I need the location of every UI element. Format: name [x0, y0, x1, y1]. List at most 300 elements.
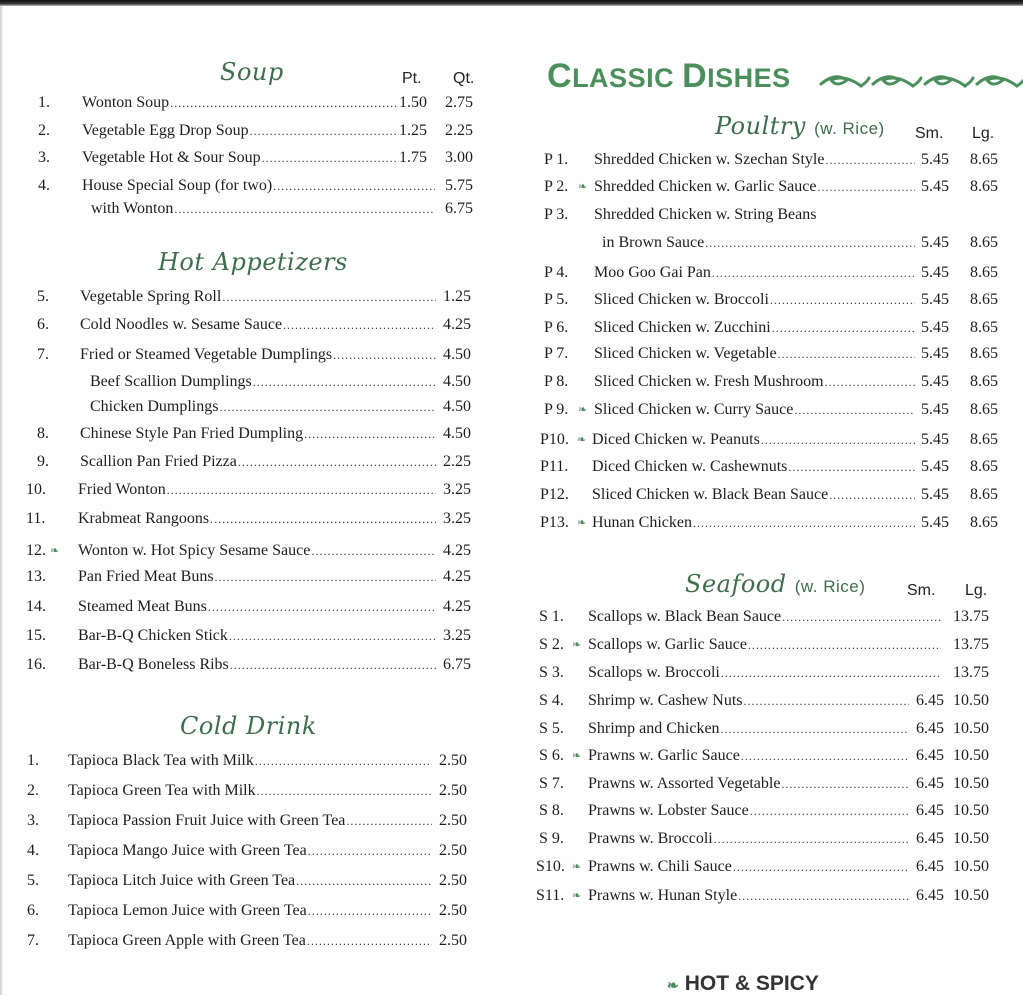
- price-large: 8.65: [970, 264, 998, 281]
- price-small: 5.45: [921, 431, 949, 448]
- item-line: [80, 451, 437, 473]
- dot-leader: [705, 232, 915, 254]
- item-number: P 9.: [544, 401, 569, 418]
- item-line: [592, 456, 916, 478]
- item-name: Tapioca Mango Juice with Green Tea: [68, 842, 307, 859]
- dot-leader: [308, 900, 432, 922]
- price-large: 8.65: [970, 345, 998, 362]
- seafood-row: [530, 745, 1023, 767]
- item-name: Pan Fried Meat Buns: [78, 568, 214, 585]
- price-large: 5.75: [445, 177, 473, 194]
- poultry-row: [530, 484, 1023, 506]
- spicy-leaf-icon: ❧: [50, 545, 60, 557]
- price-small: 5.45: [921, 486, 949, 503]
- price-small: 2.50: [439, 902, 467, 919]
- dot-leader: [794, 399, 915, 421]
- item-line: [588, 690, 910, 712]
- price-large: 8.65: [970, 486, 998, 503]
- item-number: P 2.: [544, 178, 569, 195]
- dot-leader: [750, 800, 909, 822]
- item-name: Krabmeat Rangoons: [78, 510, 210, 527]
- item-number: P 8.: [544, 373, 569, 390]
- drink-row: [0, 900, 520, 922]
- price-large: 13.75: [953, 664, 989, 681]
- dot-leader: [283, 314, 436, 336]
- poultry-large-header: Lg.: [972, 125, 995, 142]
- item-name: Sliced Chicken w. Curry Sauce: [594, 401, 794, 418]
- leaf-icon: ❧: [667, 977, 679, 993]
- price-small: 4.50: [443, 346, 471, 363]
- item-name: Shredded Chicken w. Garlic Sauce: [594, 178, 817, 195]
- poultry-row: [530, 343, 1023, 365]
- dot-leader: [308, 840, 432, 862]
- price-small: 4.25: [443, 542, 471, 559]
- spicy-leaf-icon: ❧: [578, 404, 588, 416]
- price-small: 2.25: [443, 453, 471, 470]
- item-line: [68, 780, 433, 802]
- poultry-row: [530, 317, 1023, 339]
- item-name: Scallion Pan Fried Pizza: [80, 453, 237, 470]
- item-number: 1.: [27, 752, 39, 769]
- dot-leader: [229, 625, 436, 647]
- price-large: 10.50: [953, 887, 989, 904]
- item-line: [602, 232, 916, 254]
- seafood-row: [530, 885, 1023, 907]
- price-large: 8.65: [970, 151, 998, 168]
- item-number: P 6.: [544, 319, 569, 336]
- dot-leader: [262, 147, 399, 169]
- poultry-row: [530, 512, 1023, 534]
- poultry-heading: Poultry (w. Rice): [715, 112, 885, 140]
- item-line: [588, 856, 910, 878]
- price-small: 2.50: [439, 932, 467, 949]
- item-name: Shredded Chicken w. String Beans: [594, 206, 817, 223]
- drink-row: [0, 930, 520, 952]
- price-small: 6.45: [916, 830, 944, 847]
- dot-leader: [255, 750, 432, 772]
- item-name: Scallops w. Broccoli: [588, 664, 720, 681]
- dot-leader: [250, 120, 399, 142]
- price-small: 5.45: [921, 291, 949, 308]
- appetizer-row: [0, 396, 520, 418]
- price-small: 4.50: [443, 425, 471, 442]
- seafood-row: [530, 634, 1023, 656]
- dot-leader: [712, 262, 915, 284]
- price-small: 6.45: [916, 887, 944, 904]
- appetizer-row: [0, 371, 520, 393]
- poultry-row: [530, 371, 1023, 393]
- item-number: P11.: [540, 458, 569, 475]
- dot-leader: [733, 856, 909, 878]
- price-small: 4.25: [443, 316, 471, 333]
- page-top-edge: [0, 0, 1023, 6]
- item-line: [90, 371, 437, 393]
- item-number: 3.: [27, 812, 39, 829]
- price-large: 10.50: [953, 747, 989, 764]
- dot-leader: [296, 870, 432, 892]
- item-number: S10.: [536, 858, 565, 875]
- swirl-ornament-icon: [817, 66, 1023, 96]
- item-name: Fried Wonton: [78, 481, 166, 498]
- drink-row: [0, 840, 520, 862]
- price-small: 1.75: [399, 149, 427, 166]
- item-name: with Wonton: [91, 200, 174, 217]
- item-line: [80, 344, 437, 366]
- price-small: 3.25: [443, 627, 471, 644]
- dot-leader: [744, 690, 909, 712]
- item-number: 1.: [38, 94, 50, 111]
- item-number: 15.: [26, 627, 46, 644]
- item-number: S 8.: [539, 802, 564, 819]
- item-number: 16.: [26, 656, 46, 673]
- price-small: 6.75: [443, 656, 471, 673]
- price-small: 3.25: [443, 510, 471, 527]
- dot-leader: [219, 396, 436, 418]
- item-line: [78, 508, 437, 530]
- dot-leader: [215, 566, 436, 588]
- item-name: Sliced Chicken w. Vegetable: [594, 345, 777, 362]
- item-name: Prawns w. Broccoli: [588, 830, 713, 847]
- item-name: Prawns w. Garlic Sauce: [588, 747, 740, 764]
- item-name: Shrimp w. Cashew Nuts: [588, 692, 743, 709]
- item-name: Shrimp and Chicken: [588, 720, 720, 737]
- item-number: 12.: [26, 542, 46, 559]
- item-line: [80, 286, 437, 308]
- price-small: 4.25: [443, 568, 471, 585]
- dot-leader: [238, 451, 436, 473]
- item-line: [68, 870, 433, 892]
- item-line: [588, 828, 910, 850]
- price-small: 5.45: [921, 514, 949, 531]
- item-name: Sliced Chicken w. Black Bean Sauce: [592, 486, 829, 503]
- item-name: Beef Scallion Dumplings: [90, 373, 252, 390]
- item-number: 2.: [27, 782, 39, 799]
- seafood-large-header: Lg.: [965, 582, 988, 599]
- item-number: P 1.: [544, 151, 569, 168]
- item-line: [592, 429, 916, 451]
- dot-leader: [825, 371, 915, 393]
- price-large: 8.65: [970, 401, 998, 418]
- item-number: 10.: [26, 481, 46, 498]
- item-name: Shredded Chicken w. Szechan Style: [594, 151, 825, 168]
- item-line: [594, 317, 916, 339]
- soup-row: [0, 92, 520, 114]
- item-number: 5.: [37, 288, 49, 305]
- item-line: [592, 512, 916, 534]
- drink-row: [0, 810, 520, 832]
- item-number: 4.: [38, 177, 50, 194]
- price-small: 6.45: [916, 775, 944, 792]
- item-number: S 4.: [539, 692, 564, 709]
- dot-leader: [230, 654, 436, 676]
- item-line: [594, 204, 916, 226]
- seafood-small-header: Sm.: [907, 582, 936, 599]
- appetizer-row: [0, 625, 520, 647]
- soup-row: [0, 198, 520, 220]
- poultry-row: [530, 204, 1023, 226]
- item-number: P 5.: [544, 291, 569, 308]
- hot-spicy-heading: ❧ HOT & SPICY: [667, 972, 819, 995]
- item-number: S 7.: [539, 775, 564, 792]
- dot-leader: [825, 149, 915, 171]
- appetizer-row: [0, 508, 520, 530]
- appetizer-row: [0, 344, 520, 366]
- item-name: Diced Chicken w. Cashewnuts: [592, 458, 788, 475]
- poultry-row: [530, 289, 1023, 311]
- item-line: [588, 800, 910, 822]
- item-line: [594, 371, 916, 393]
- dot-leader: [721, 662, 941, 684]
- item-line: [90, 396, 437, 418]
- appetizer-row: [0, 314, 520, 336]
- item-name: Tapioca Green Apple with Green Tea: [68, 932, 306, 949]
- item-number: P 4.: [544, 264, 569, 281]
- seafood-row: [530, 800, 1023, 822]
- dot-leader: [788, 456, 915, 478]
- soup-quart-header: Qt.: [453, 70, 475, 87]
- spicy-leaf-icon: ❧: [572, 890, 582, 902]
- item-number: P12.: [540, 486, 569, 503]
- item-name: Chinese Style Pan Fried Dumpling: [80, 425, 304, 442]
- dot-leader: [333, 344, 436, 366]
- price-small: 5.45: [921, 178, 949, 195]
- item-name: Wonton w. Hot Spicy Sesame Sauce: [78, 542, 311, 559]
- appetizer-row: [0, 286, 520, 308]
- price-large: 10.50: [953, 802, 989, 819]
- price-small: 6.45: [916, 858, 944, 875]
- item-line: [68, 900, 433, 922]
- price-small: 5.45: [921, 373, 949, 390]
- item-number: 14.: [26, 598, 46, 615]
- item-name: Tapioca Litch Juice with Green Tea: [68, 872, 296, 889]
- item-line: [588, 606, 942, 628]
- item-name: Bar-B-Q Chicken Stick: [78, 627, 228, 644]
- appetizer-row: [0, 540, 520, 562]
- seafood-row: [530, 662, 1023, 684]
- item-number: 8.: [37, 425, 49, 442]
- soup-heading: Soup: [220, 58, 284, 86]
- price-small: 1.50: [399, 94, 427, 111]
- price-large: 10.50: [953, 775, 989, 792]
- item-number: 4.: [27, 842, 39, 859]
- appetizer-row: [0, 654, 520, 676]
- item-line: [594, 289, 916, 311]
- price-small: 2.50: [439, 842, 467, 859]
- item-number: 2.: [38, 122, 50, 139]
- poultry-row: [530, 232, 1023, 254]
- poultry-row: [530, 429, 1023, 451]
- dot-leader: [304, 423, 436, 445]
- dot-leader: [782, 606, 941, 628]
- spicy-leaf-icon: ❧: [577, 517, 587, 529]
- spicy-leaf-icon: ❧: [572, 639, 582, 651]
- appetizer-row: [0, 451, 520, 473]
- price-large: 2.25: [445, 122, 473, 139]
- item-line: [592, 484, 916, 506]
- item-number: S 9.: [539, 830, 564, 847]
- item-name: in Brown Sauce: [602, 234, 705, 251]
- price-large: 2.75: [445, 94, 473, 111]
- item-name: Prawns w. Hunan Style: [588, 887, 738, 904]
- item-name: Prawns w. Lobster Sauce: [588, 802, 749, 819]
- item-line: [594, 149, 916, 171]
- item-line: [588, 745, 910, 767]
- item-line: [594, 176, 916, 198]
- item-line: [594, 343, 916, 365]
- item-line: [80, 314, 437, 336]
- item-name: Vegetable Egg Drop Soup: [82, 122, 249, 139]
- dot-leader: [210, 508, 436, 530]
- price-small: 1.25: [399, 122, 427, 139]
- dot-leader: [208, 596, 436, 618]
- drink-row: [0, 750, 520, 772]
- seafood-row: [530, 828, 1023, 850]
- seafood-row: [530, 856, 1023, 878]
- price-small: 4.50: [443, 373, 471, 390]
- appetizer-row: [0, 423, 520, 445]
- poultry-row: [530, 176, 1023, 198]
- item-number: 9.: [37, 453, 49, 470]
- price-small: 5.45: [921, 234, 949, 251]
- item-line: [78, 596, 437, 618]
- hot-appetizers-heading: Hot Appetizers: [158, 248, 348, 276]
- soup-pint-header: Pt.: [402, 70, 422, 87]
- item-name: Vegetable Spring Roll: [80, 288, 222, 305]
- dot-leader: [770, 289, 915, 311]
- spicy-leaf-icon: ❧: [577, 434, 587, 446]
- item-line: [68, 810, 433, 832]
- price-small: 5.45: [921, 319, 949, 336]
- price-large: 8.65: [970, 234, 998, 251]
- dot-leader: [772, 317, 915, 339]
- dot-leader: [721, 718, 909, 740]
- item-line: [78, 654, 437, 676]
- item-name: Steamed Meat Buns: [78, 598, 207, 615]
- price-large: 8.65: [970, 178, 998, 195]
- item-name: Wonton Soup: [82, 94, 170, 111]
- item-number: S 3.: [539, 664, 564, 681]
- item-line: [82, 92, 400, 114]
- item-number: 3.: [38, 149, 50, 166]
- price-small: 4.25: [443, 598, 471, 615]
- seafood-row: [530, 606, 1023, 628]
- item-line: [68, 750, 433, 772]
- item-name: House Special Soup (for two): [82, 177, 273, 194]
- item-name: Tapioca Passion Fruit Juice with Green Tea: [68, 812, 346, 829]
- price-small: 1.25: [443, 288, 471, 305]
- price-small: 3.25: [443, 481, 471, 498]
- item-number: S11.: [536, 887, 565, 904]
- dot-leader: [346, 810, 432, 832]
- item-name: Tapioca Lemon Juice with Green Tea: [68, 902, 307, 919]
- price-small: 5.45: [921, 151, 949, 168]
- soup-row: [0, 147, 520, 169]
- price-small: 6.45: [916, 747, 944, 764]
- drink-row: [0, 870, 520, 892]
- item-number: 6.: [37, 316, 49, 333]
- soup-row: [0, 175, 520, 197]
- appetizer-row: [0, 596, 520, 618]
- item-line: [594, 262, 916, 284]
- item-name: Diced Chicken w. Peanuts: [592, 431, 760, 448]
- appetizer-row: [0, 566, 520, 588]
- item-line: [78, 479, 437, 501]
- dot-leader: [693, 512, 915, 534]
- price-large: 8.65: [970, 458, 998, 475]
- price-small: 2.50: [439, 812, 467, 829]
- item-name: Prawns w. Assorted Vegetable: [588, 775, 781, 792]
- item-number: S 1.: [539, 608, 564, 625]
- item-number: 13.: [26, 568, 46, 585]
- item-line: [82, 120, 400, 142]
- item-name: Chicken Dumplings: [90, 398, 219, 415]
- price-large: 8.65: [970, 431, 998, 448]
- price-small: 5.45: [921, 345, 949, 362]
- price-small: 2.50: [439, 782, 467, 799]
- item-number: 6.: [27, 902, 39, 919]
- price-large: 6.75: [445, 200, 473, 217]
- price-large: 10.50: [953, 830, 989, 847]
- price-small: 5.45: [921, 264, 949, 281]
- seafood-row: [530, 690, 1023, 712]
- item-line: [78, 566, 437, 588]
- item-line: [78, 540, 437, 562]
- price-large: 8.65: [970, 514, 998, 531]
- dot-leader: [222, 286, 436, 308]
- item-line: [588, 718, 910, 740]
- dot-leader: [741, 745, 909, 767]
- poultry-small-header: Sm.: [915, 125, 944, 142]
- appetizer-row: [0, 479, 520, 501]
- item-name: Prawns w. Chili Sauce: [588, 858, 732, 875]
- item-number: P13.: [540, 514, 569, 531]
- price-large: 3.00: [445, 149, 473, 166]
- cold-drink-heading: Cold Drink: [180, 712, 317, 740]
- item-line: [82, 147, 400, 169]
- item-line: [82, 175, 436, 197]
- item-number: 11.: [26, 510, 46, 527]
- poultry-row: [530, 149, 1023, 171]
- item-name: Tapioca Black Tea with Milk: [68, 752, 254, 769]
- item-name: Moo Goo Gai Pan: [594, 264, 711, 281]
- dot-leader: [778, 343, 915, 365]
- price-large: 10.50: [953, 692, 989, 709]
- spicy-leaf-icon: ❧: [578, 181, 588, 193]
- item-number: 7.: [37, 346, 49, 363]
- dot-leader: [738, 885, 909, 907]
- price-small: 5.45: [921, 458, 949, 475]
- item-name: Scallops w. Black Bean Sauce: [588, 608, 782, 625]
- item-line: [588, 634, 942, 656]
- price-small: 6.45: [916, 692, 944, 709]
- item-number: S 5.: [539, 720, 564, 737]
- dot-leader: [170, 92, 399, 114]
- item-line: [78, 625, 437, 647]
- spicy-leaf-icon: ❧: [572, 861, 582, 873]
- drink-row: [0, 780, 520, 802]
- dot-leader: [167, 479, 436, 501]
- dot-leader: [307, 930, 432, 952]
- price-large: 8.65: [970, 319, 998, 336]
- item-name: Cold Noodles w. Sesame Sauce: [80, 316, 283, 333]
- soup-row: [0, 120, 520, 142]
- item-name: Tapioca Green Tea with Milk: [68, 782, 256, 799]
- price-large: 8.65: [970, 373, 998, 390]
- item-number: 7.: [27, 932, 39, 949]
- seafood-row: [530, 718, 1023, 740]
- item-line: [68, 840, 433, 862]
- item-number: P 7.: [544, 345, 569, 362]
